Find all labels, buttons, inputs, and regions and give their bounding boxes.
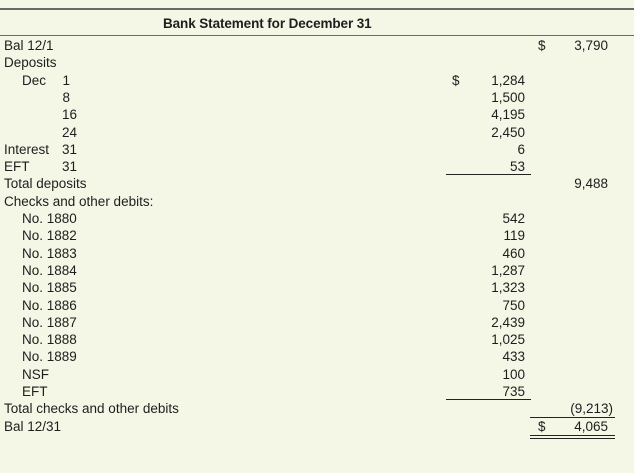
deposit-day: 24	[61, 124, 77, 140]
check-row	[0, 366, 634, 383]
deposit-day: 31	[61, 159, 77, 175]
check-row	[0, 262, 634, 279]
closing-double-rule-1	[530, 435, 615, 436]
opening-balance-label: Bal 12/1	[4, 38, 54, 53]
deposit-amount: 2,450	[491, 124, 525, 140]
check-label: No. 1886	[22, 297, 77, 313]
check-label: No. 1882	[22, 228, 77, 244]
check-label: EFT	[22, 384, 48, 399]
deposit-row	[0, 141, 634, 158]
check-row	[0, 227, 634, 244]
check-row	[0, 279, 634, 296]
deposit-amount: 53	[509, 159, 525, 175]
total-checks-amount: (9,213)	[570, 401, 613, 417]
total-checks-row	[0, 400, 634, 417]
closing-balance-amount: 4,065	[574, 418, 608, 434]
check-row	[0, 314, 634, 331]
deposit-amount: 6	[517, 141, 525, 157]
total-checks-label: Total checks and other debits	[4, 401, 179, 417]
check-amount: 100	[502, 366, 525, 382]
check-amount: 542	[502, 211, 525, 226]
deposit-amount: 1,284	[491, 72, 525, 88]
statement-title: Bank Statement for December 31	[163, 16, 372, 31]
check-row	[0, 383, 634, 400]
deposit-row	[0, 72, 634, 89]
closing-balance-label: Bal 12/31	[4, 418, 62, 434]
opening-balance-row	[0, 37, 634, 54]
deposit-row	[0, 124, 634, 141]
deposit-label: Dec	[22, 72, 47, 88]
check-label: No. 1883	[22, 245, 77, 261]
check-amount: 1,323	[491, 280, 525, 296]
deposit-label: Interest	[4, 141, 50, 157]
check-label: No. 1888	[22, 332, 77, 348]
checks-heading-row	[0, 193, 634, 210]
check-amount: 1,025	[491, 332, 525, 348]
check-amount: 735	[502, 384, 525, 399]
check-label: No. 1880	[22, 211, 77, 226]
opening-balance-amount: 3,790	[574, 38, 608, 53]
opening-dollar-sign: $	[538, 38, 546, 53]
check-row	[0, 348, 634, 365]
check-amount: 433	[502, 349, 525, 365]
deposit-amount: 1,500	[491, 89, 525, 105]
check-amount: 1,287	[491, 262, 525, 278]
deposit-row	[0, 89, 634, 106]
check-amount: 750	[502, 297, 525, 313]
closing-dollar-sign: $	[538, 418, 546, 434]
check-label: No. 1889	[22, 349, 77, 365]
check-label: NSF	[22, 366, 49, 382]
deposits-heading-row	[0, 54, 634, 71]
check-row	[0, 331, 634, 348]
check-row	[0, 245, 634, 262]
total-deposits-label: Total deposits	[4, 176, 87, 192]
deposit-row	[0, 106, 634, 123]
deposits-heading: Deposits	[4, 55, 57, 71]
total-deposits-amount: 9,488	[574, 176, 608, 192]
total-deposits-row	[0, 175, 634, 192]
check-label: No. 1887	[22, 314, 77, 330]
closing-balance-row	[0, 418, 634, 435]
deposit-row	[0, 158, 634, 175]
check-amount: 119	[503, 228, 525, 244]
title-rule	[0, 35, 634, 36]
check-label: No. 1884	[22, 262, 77, 278]
deposit-dollar-sign: $	[452, 72, 460, 88]
check-amount: 460	[502, 245, 525, 261]
closing-double-rule-2	[530, 438, 615, 439]
top-rule	[0, 8, 634, 10]
check-label: No. 1885	[22, 280, 77, 296]
deposit-amount: 4,195	[491, 107, 525, 123]
check-row	[0, 297, 634, 314]
deposit-day: 1	[62, 72, 70, 88]
deposit-day: 31	[61, 141, 77, 157]
check-row	[0, 210, 634, 227]
checks-heading: Checks and other debits:	[4, 193, 154, 209]
deposit-label: EFT	[4, 159, 30, 175]
check-amount: 2,439	[491, 314, 525, 330]
deposit-day: 8	[62, 89, 70, 105]
deposit-day: 16	[61, 107, 77, 123]
